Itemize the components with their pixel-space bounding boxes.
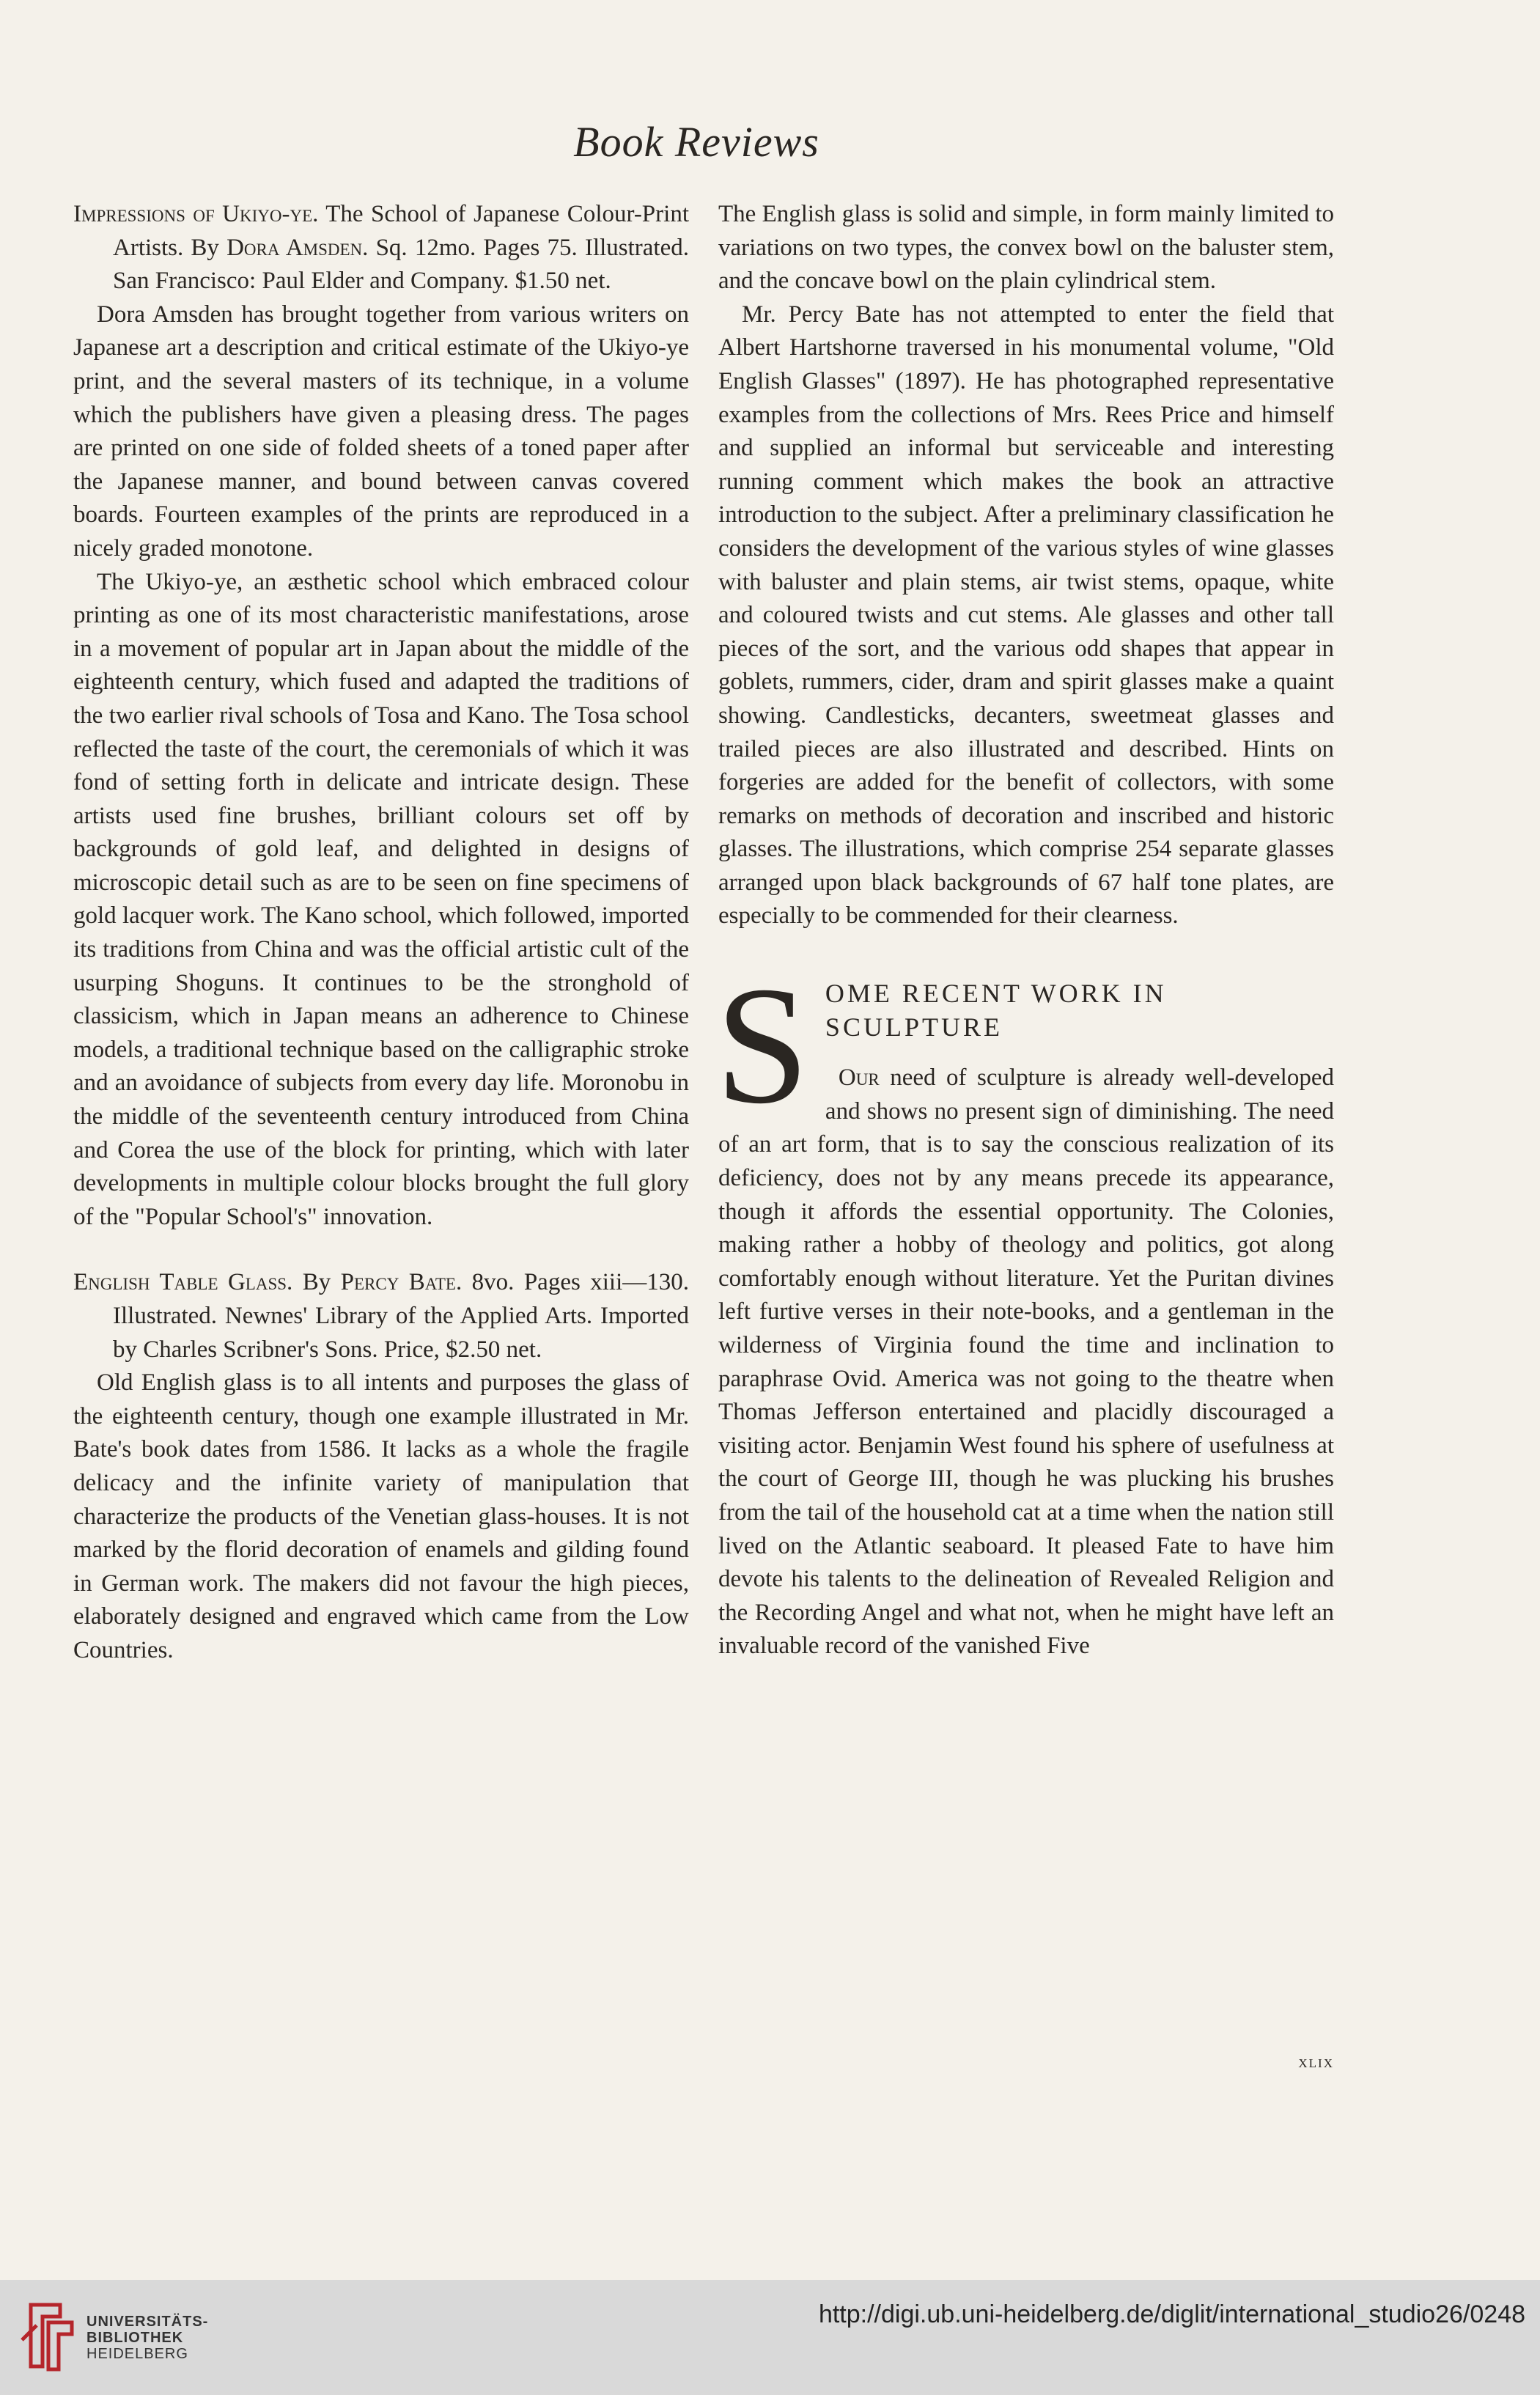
article-lead-word: Our — [838, 1064, 880, 1092]
running-head: Book Reviews — [573, 118, 819, 166]
article-text: need of sculpture is already well-developed and shows no present sign of diminishing. The need of an art form, that is to say the conscious realization of its deficiency, does not by any means precede its appearance, though it affords the essential opportunity. The Colonies, making rather a hobby of theology and politics, got along comfortably enough without literature. Yet the Puritan divines left furtive verses in their note-books, and a gentleman in the wilderness of Virginia found the time and inclination to paraphrase Ovid. America was not going to the theatre when Thomas Jefferson entertained and placidly discouraged a visiting actor. Benjamin West found his sphere of usefulness at the court of George III, though he was plucking his brushes from the tail of the household cat at a time when the nation still lived on the Atlantic seaboard. It pleased Fate to have him devote his talents to the delineation of Revealed Religion and the Recording Angel and what not, when he might have left an invaluable record of the vanished Five — [718, 1064, 1334, 1660]
review-paragraph: The English glass is solid and simple, in form mainly limited to variations on two types, the convex bowl on the baluster stem, and the concave bowl on the plain cylindrical stem. — [718, 201, 1334, 295]
review-title: Impressions of Ukiyo-ye. — [73, 201, 319, 227]
review-paragraph: Dora Amsden has brought together from various writers on Japanese art a description and critical estimate of the Ukiyo-ye print, and the several masters of its technique, in a volume which the publishers have given a pleasing dress. The pages are printed on one side of folded sheets of a toned paper after the Japanese manner, and bound between canvas covered boards. Fourteen examples of the prints are reproduced in a nicely graded monotone. — [73, 301, 689, 562]
article-heading: OME RECENT WORK IN SCULPTURE — [825, 979, 1167, 1042]
review-entry-ukiyo-ye — [73, 198, 689, 298]
review-title: English Table Glass. — [73, 1269, 293, 1296]
library-name-line: BIBLIOTHEK — [86, 2330, 184, 2346]
article-sculpture — [715, 952, 1334, 1663]
review-paragraph: Old English glass is to all intents and purposes the glass of the eighteenth century, though one example illustrated in Mr. Bate's book dates from 1586. It lacks as a whole the fragile delicacy and the infinite variety of manipulation that characterize the products of the Venetian glass-houses. It is not marked by the florid decoration of enamels and gilding found in German work. The makers did not favour the high pieces, elaborately designed and engraved which came from the Low Countries. — [73, 1369, 689, 1663]
left-column — [73, 198, 689, 1668]
library-name-line: UNIVERSITÄTS- — [86, 2314, 209, 2330]
review-author: Dora Amsden. — [226, 234, 369, 261]
review-publication: Sq. 12mo. Pages 75. Illustrated. San Francisco: Paul Elder and Company. $1.50 net. — [113, 234, 689, 295]
review-details: The School of Japanese Colour-Print Artists. By — [113, 201, 689, 261]
review-author: Percy Bate. — [340, 1269, 463, 1296]
source-url-link[interactable]: http://digi.ub.uni-heidelberg.de/diglit/international_studio26/0248 — [818, 2300, 1525, 2328]
digitization-footer — [0, 2280, 1540, 2395]
review-entry-english-table-glass — [73, 1266, 689, 1366]
library-name-line: HEIDELBERG — [86, 2346, 188, 2362]
review-paragraph: The Ukiyo-ye, an æsthetic school which embraced colour printing as one of its most characteristic manifestations, arose in a movement of popular art in Japan about the middle of the eighteenth century, which fused and adapted the traditions of the two earlier rival schools of Tosa and Kano. The Tosa school reflected the taste of the court, the ceremonials of which it was fond of setting forth in delicate and intricate design. These artists used fine brushes, brilliant colours set off by backgrounds of gold leaf, and delighted in designs of microscopic detail such as are to be seen on fine specimens of gold lacquer work. The Kano school, which followed, imported its traditions from China and was the official artistic cult of the usurping Shoguns. It continues to be the stronghold of classicism, which in Japan means an adherence to Chinese models, a traditional technique based on the calligraphic stroke and an avoidance of subjects from every day life. Moronobu in the middle of the seventeenth century introduced from China and Corea the use of the block for printing, which with later developments in multiple colour blocks brought the full glory of the "Popular School's" innovation. — [73, 568, 689, 1230]
library-logo-icon — [16, 2296, 78, 2375]
page-folio: xlix — [1298, 2053, 1334, 2072]
library-name — [86, 2314, 208, 2362]
drop-cap: S — [715, 952, 809, 1139]
review-paragraph: Mr. Percy Bate has not attempted to enter the field that Albert Hartshorne traversed in his monumental volume, "Old English Glasses" (1897). He has photographed representative examples from the collections of Mrs. Rees Price and himself and supplied an informal but serviceable and interesting running comment which makes the book an attractive introduction to the subject. After a preliminary classification he considers the development of the various styles of wine glasses with baluster and plain stems, air twist stems, opaque, white and coloured twists and cut stems. Ale glasses and other tall pieces of the sort, and the various odd shapes that appear in goblets, rummers, cider, dram and spirit glasses make a quaint showing. Candlesticks, decanters, sweetmeat glasses and trailed pieces are also illustrated and described. Hints on forgeries are added for the benefit of collectors, with some remarks on methods of decoration and inscribed and historic glasses. The illustrations, which comprise 254 separate glasses arranged upon black backgrounds of 67 half tone plates, are especially to be commended for their clearness. — [718, 301, 1334, 930]
review-details: By — [292, 1269, 341, 1296]
review-publication: 8vo. Pages xiii—130. Illustrated. Newnes' Library of the Applied Arts. Imported by Charles Scribner's Sons. Price, $2.50 net. — [113, 1269, 689, 1363]
right-column — [715, 198, 1334, 1663]
article-paragraph — [718, 1062, 1334, 1663]
